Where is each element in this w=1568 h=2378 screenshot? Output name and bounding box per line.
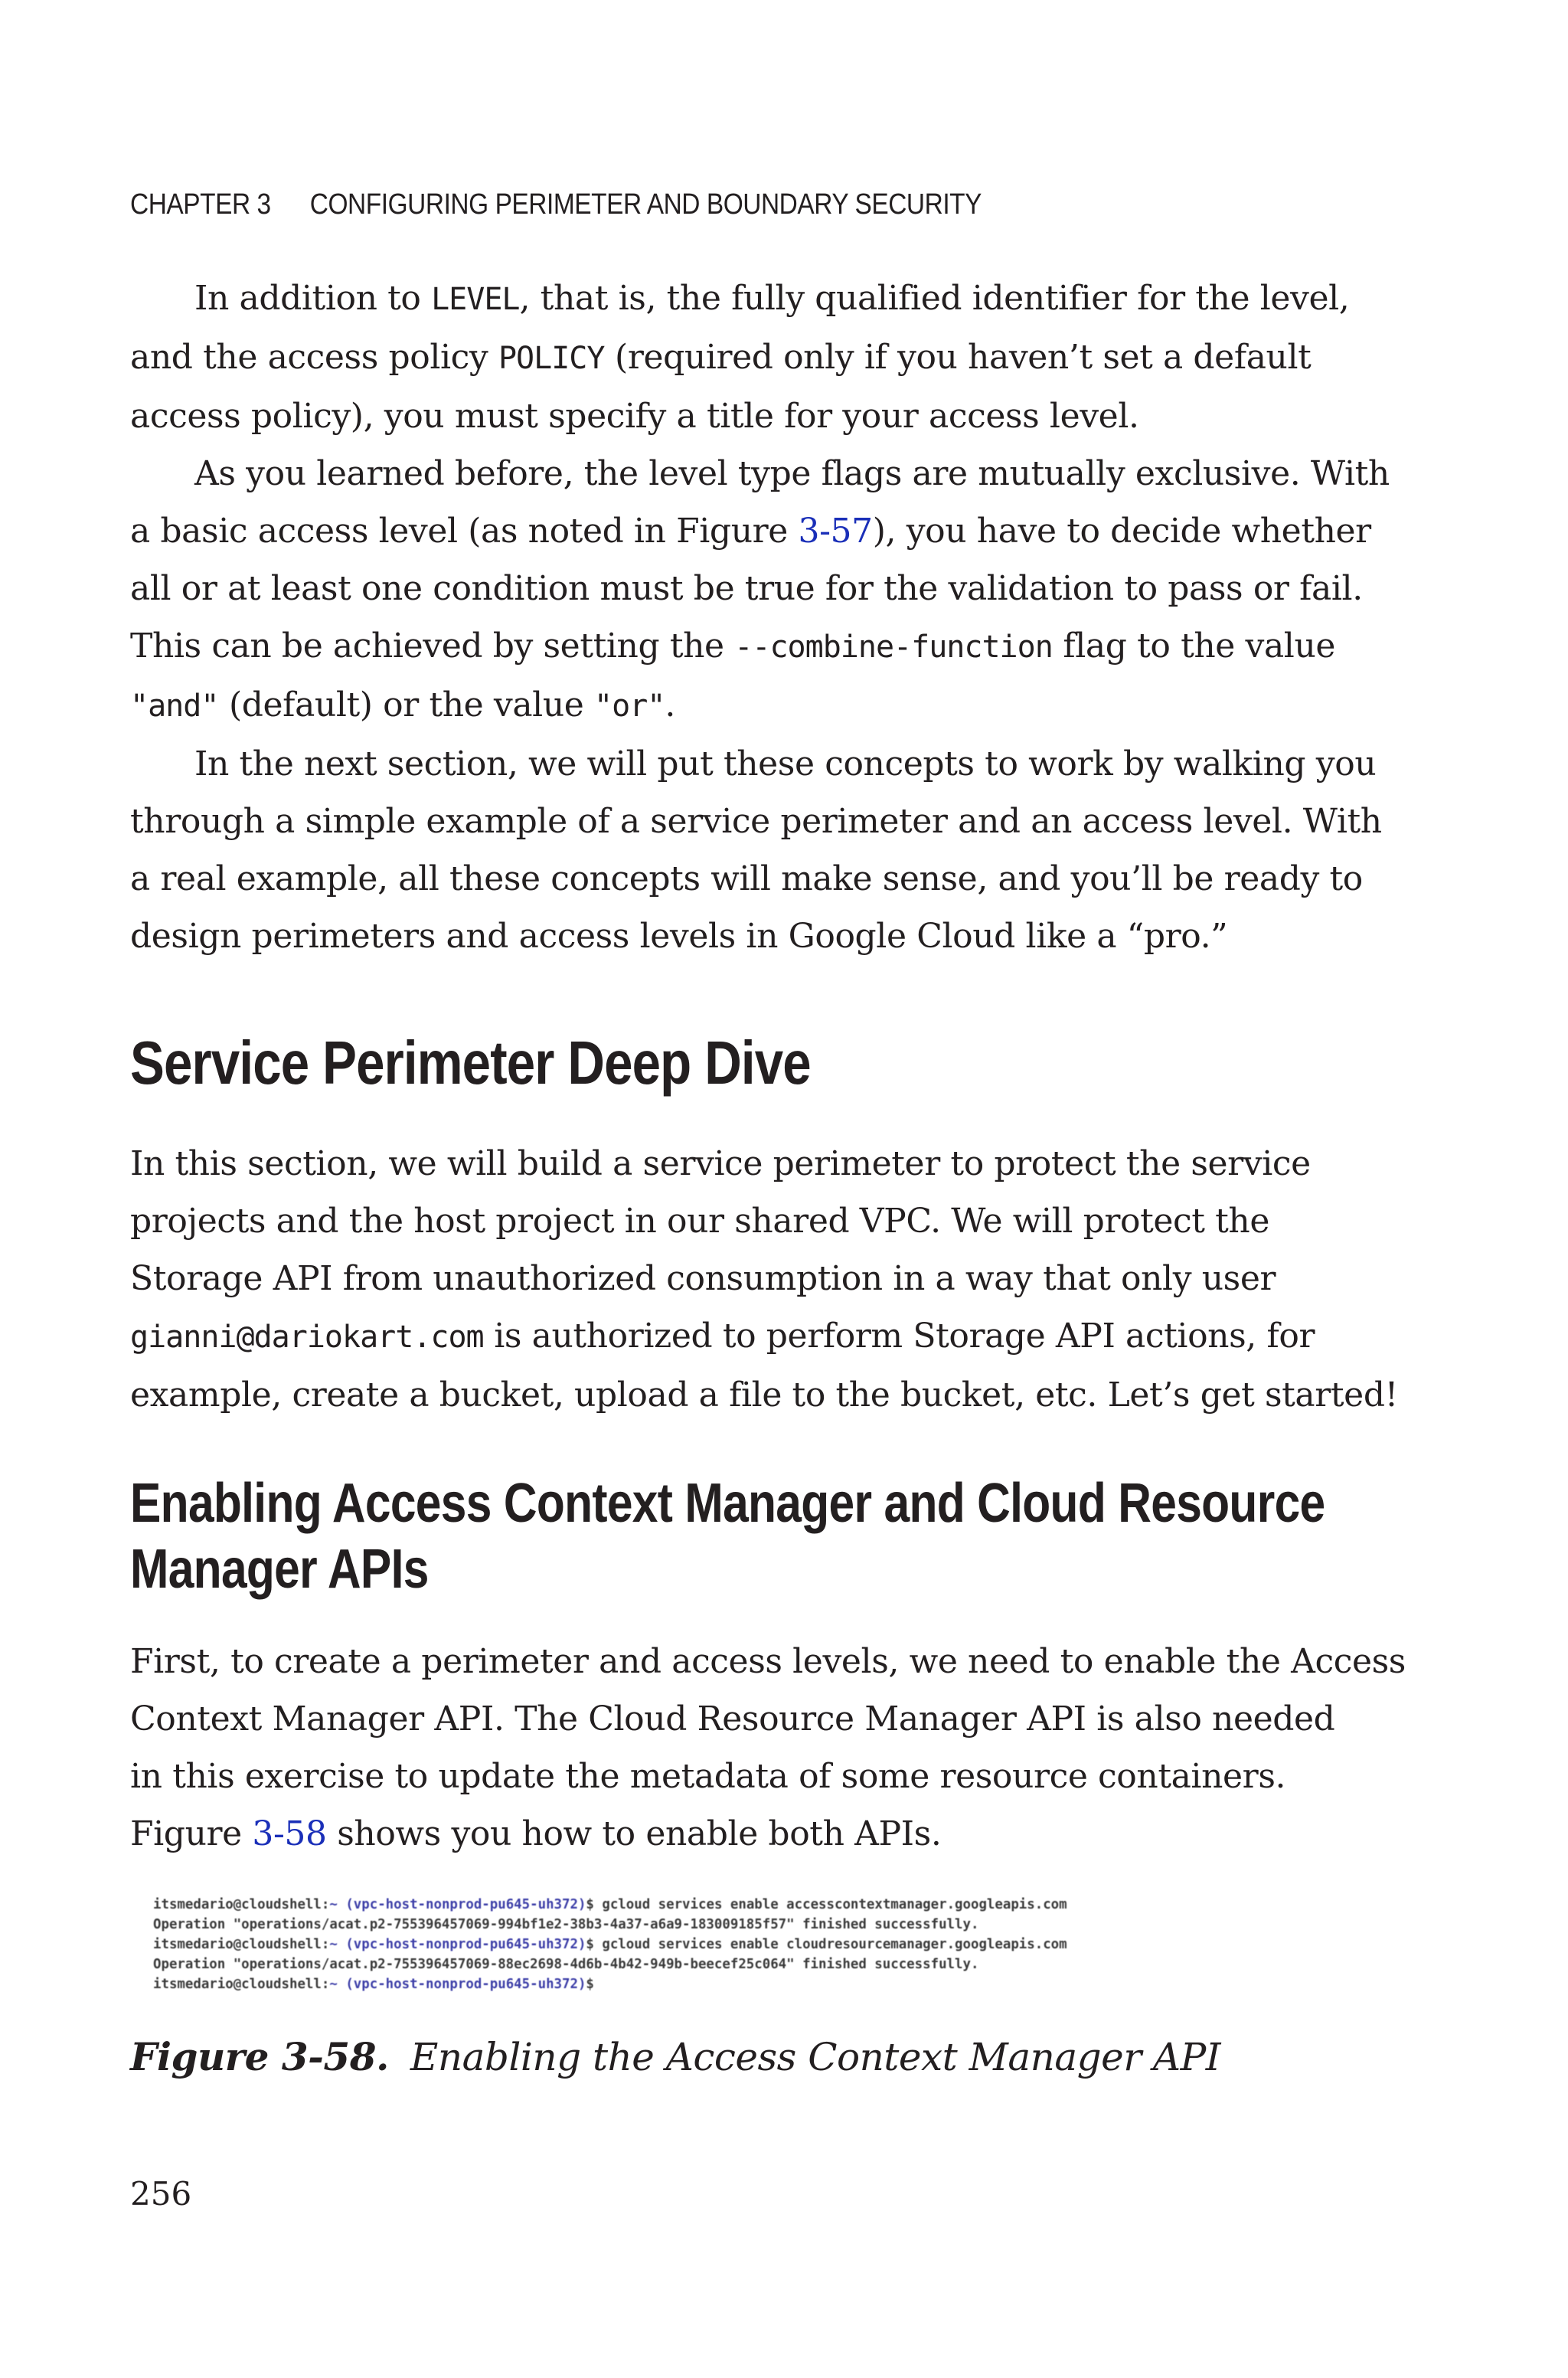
intro-p1-line2: and the access policy POLICY (required only if you haven’t set a default xyxy=(130,338,1312,377)
figure-caption-label: Figure 3-58. xyxy=(130,2034,389,2079)
intro-p2-line1: As you learned before, the level type flags are mutually exclusive. With xyxy=(194,454,1390,493)
terminal-screenshot xyxy=(153,1895,1370,1994)
terminal-line-1: itsmedario@cloudshell:~ (vpc-host-nonprod-pu645-uh372)$ gcloud services enable accesscontextmanager.googleapis.com xyxy=(153,1897,1067,1912)
terminal-line-4: Operation "operations/acat.p2-755396457069-88ec2698-4d6b-4b42-949b-beecef25c064" finished successfully. xyxy=(153,1957,979,1972)
subsection-text xyxy=(130,1633,1406,1863)
intro-p1-line1: In addition to LEVEL, that is, the fully qualified identifier for the level, xyxy=(194,279,1350,318)
intro-text xyxy=(130,270,1390,965)
figure-3-57-link[interactable]: 3-57 xyxy=(798,512,873,551)
terminal-line-3: itsmedario@cloudshell:~ (vpc-host-nonprod-pu645-uh372)$ gcloud services enable cloudresourcemanager.googleapis.com xyxy=(153,1937,1067,1952)
subsection-heading: Enabling Access Context Manager and Cloud Resource Manager APIs xyxy=(130,1473,1325,1600)
terminal-line-5: itsmedario@cloudshell:~ (vpc-host-nonprod-pu645-uh372)$ xyxy=(153,1977,594,1992)
running-head xyxy=(130,188,982,221)
section-line1: In this section, we will build a service perimeter to protect the service xyxy=(130,1144,1311,1183)
intro-p2-line2: a basic access level (as noted in Figure 3-57), you have to decide whether xyxy=(130,512,1371,551)
subsection-line3: in this exercise to update the metadata of some resource containers. xyxy=(130,1757,1286,1796)
section-text xyxy=(130,1135,1398,1424)
page-number: 256 xyxy=(130,2175,192,2213)
intro-p1-line3: access policy), you must specify a title for your access level. xyxy=(130,397,1139,436)
section-heading: Service Perimeter Deep Dive xyxy=(130,1029,811,1097)
figure-3-58-link[interactable]: 3-58 xyxy=(252,1814,327,1853)
subsection-line4: Figure 3-58 shows you how to enable both APIs. xyxy=(130,1814,942,1853)
intro-p3-line3: a real example, all these concepts will make sense, and you’ll be ready to xyxy=(130,859,1363,898)
section-line5: example, create a bucket, upload a file to the bucket, etc. Let’s get started! xyxy=(130,1375,1398,1415)
section-line2: projects and the host project in our shared VPC. We will protect the xyxy=(130,1202,1269,1241)
section-line4: gianni@dariokart.com is authorized to perform Storage API actions, for xyxy=(130,1317,1315,1356)
running-head-title: CONFIGURING PERIMETER AND BOUNDARY SECURITY xyxy=(309,188,982,221)
intro-p2-line3: all or at least one condition must be true for the validation to pass or fail. xyxy=(130,569,1363,608)
subsection-line1: First, to create a perimeter and access levels, we need to enable the Access xyxy=(130,1642,1406,1681)
running-head-chapter: CHAPTER 3 xyxy=(130,188,271,221)
section-line3: Storage API from unauthorized consumption in a way that only user xyxy=(130,1259,1276,1298)
intro-p2-line4: This can be achieved by setting the --combine-function flag to the value xyxy=(130,626,1336,666)
figure-caption xyxy=(130,2034,1220,2079)
terminal-line-2: Operation "operations/acat.p2-755396457069-994bf1e2-38b3-4a37-a6a9-183009185f57" finished successfully. xyxy=(153,1917,979,1932)
intro-p3-line4: design perimeters and access levels in Google Cloud like a “pro.” xyxy=(130,917,1228,956)
intro-p3-line1: In the next section, we will put these concepts to work by walking you xyxy=(194,744,1377,783)
intro-p3-line2: through a simple example of a service perimeter and an access level. With xyxy=(130,802,1382,841)
figure-caption-text: Enabling the Access Context Manager API xyxy=(410,2035,1221,2079)
intro-p2-line5: "and" (default) or the value "or". xyxy=(130,685,675,725)
email-address: gianni@dariokart.com xyxy=(130,1320,484,1355)
subsection-line2: Context Manager API. The Cloud Resource Manager API is also needed xyxy=(130,1699,1335,1739)
